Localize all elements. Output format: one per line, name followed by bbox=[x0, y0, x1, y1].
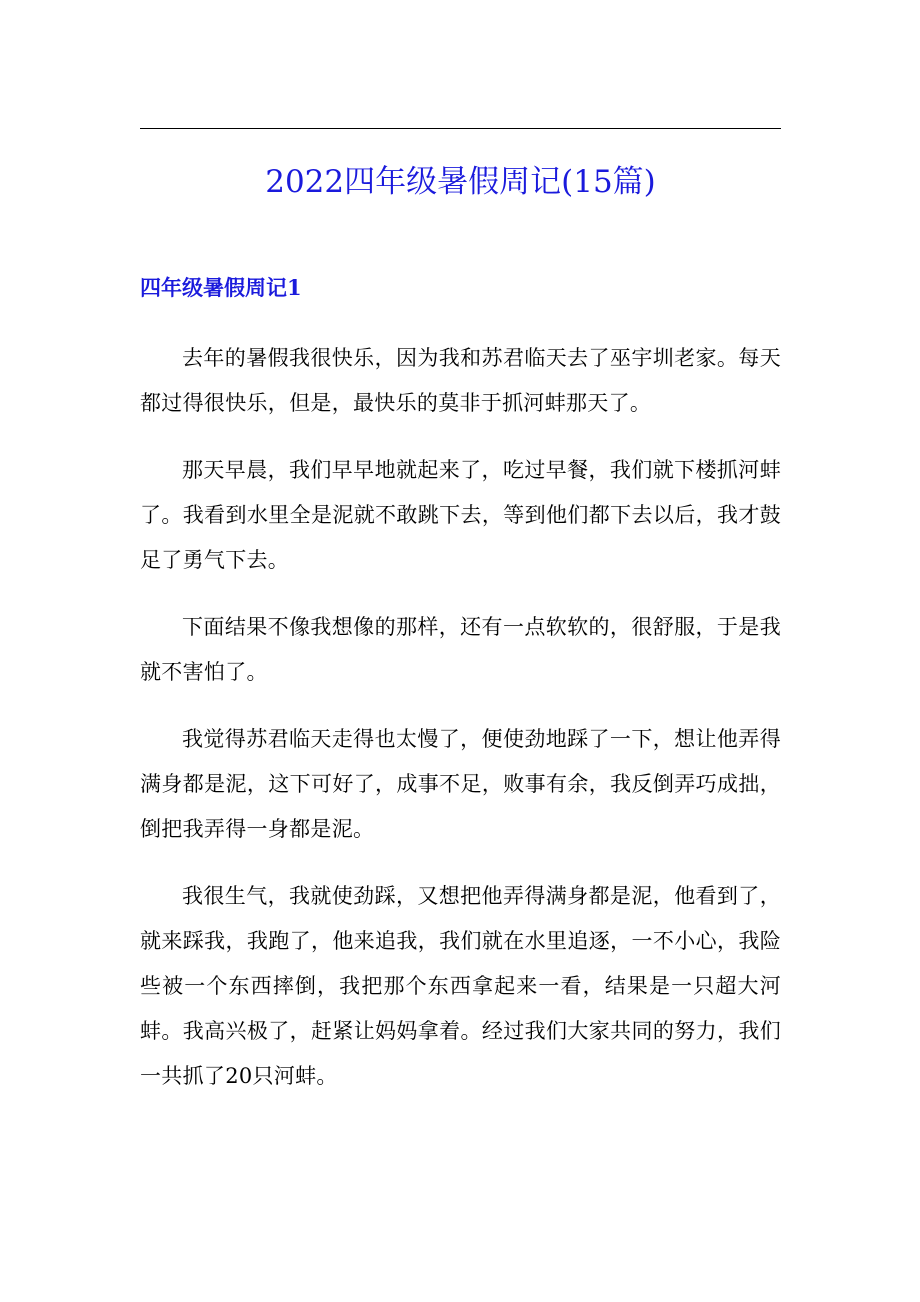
paragraph: 我很生气，我就使劲踩，又想把他弄得满身都是泥，他看到了，就来踩我，我跑了，他来追我，我们就在水里追逐，一不小心，我险些被一个东西摔倒，我把那个东西拿起来一看，结果是一只超大河蚌。我高兴极了，赶紧让妈妈拿着。经过我们大家共同的努力，我们一共抓了20只河蚌。 bbox=[140, 884, 781, 1088]
document-page bbox=[140, 0, 781, 1302]
paragraph: 我觉得苏君临天走得也太慢了，便使劲地踩了一下，想让他弄得满身都是泥，这下可好了，成事不足，败事有余，我反倒弄巧成拙，倒把我弄得一身都是泥。 bbox=[140, 727, 781, 841]
document-title: 2022四年级暑假周记(15篇) bbox=[265, 164, 656, 200]
paragraph: 下面结果不像我想像的那样，还有一点软软的，很舒服，于是我就不害怕了。 bbox=[140, 615, 781, 684]
paragraph: 去年的暑假我很快乐，因为我和苏君临天去了巫宇圳老家。每天都过得很快乐，但是，最快乐的莫非于抓河蚌那天了。 bbox=[140, 346, 781, 415]
section-heading: 四年级暑假周记1 bbox=[140, 275, 302, 300]
paragraph: 那天早晨，我们早早地就起来了，吃过早餐，我们就下楼抓河蚌了。我看到水里全是泥就不敢跳下去，等到他们都下去以后，我才鼓足了勇气下去。 bbox=[140, 458, 781, 572]
section-body bbox=[140, 336, 781, 1121]
header-rule bbox=[140, 128, 781, 129]
